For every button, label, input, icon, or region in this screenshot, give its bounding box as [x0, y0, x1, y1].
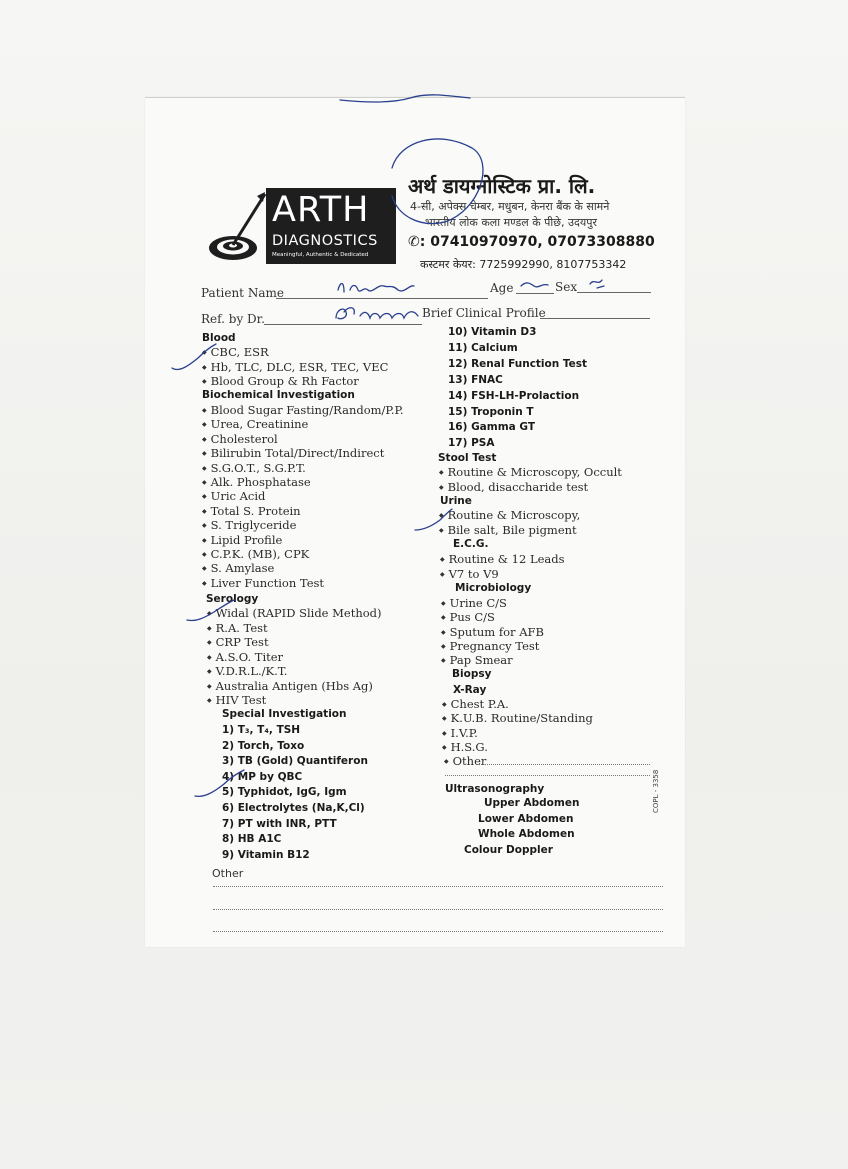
- special-investigation-item[interactable]: 13) FNAC: [448, 373, 503, 386]
- biochem-test-item[interactable]: ◆ Cholesterol: [202, 432, 278, 446]
- special-investigation-item[interactable]: 5) Typhidot, IgG, Igm: [222, 786, 347, 799]
- special-investigation-item[interactable]: 15) Troponin T: [448, 405, 534, 418]
- biochem-test-item[interactable]: ◆ S. Triglyceride: [202, 518, 296, 532]
- clinical-profile-field[interactable]: [540, 318, 650, 319]
- serology-test-item[interactable]: ◆ V.D.R.L./K.T.: [207, 664, 287, 678]
- biochem-test-item[interactable]: ◆ C.P.K. (MB), CPK: [202, 547, 309, 561]
- xray-test-item[interactable]: ◆ I.V.P.: [442, 726, 478, 740]
- ecg-test-item[interactable]: ◆ V7 to V9: [440, 567, 499, 581]
- other-line-1[interactable]: [213, 886, 663, 887]
- logo-tagline: Meaningful, Authentic & Dedicated: [272, 252, 369, 258]
- special-investigation-item[interactable]: 16) Gamma GT: [448, 421, 535, 434]
- biochem-test-item[interactable]: ◆ Alk. Phosphatase: [202, 475, 311, 489]
- special-investigation-item[interactable]: 14) FSH-LH-Prolaction: [448, 389, 580, 402]
- phone-numbers: ✆: 07410970970, 07073308880: [408, 234, 655, 250]
- company-name-hindi: अर्थ डायग्नोस्टिक प्रा. लि.: [408, 174, 596, 198]
- urine-test-item[interactable]: ◆ Bile salt, Bile pigment: [439, 523, 577, 537]
- age-label: Age: [490, 281, 514, 295]
- special-investigation-item[interactable]: 17) PSA: [448, 437, 495, 450]
- section-xray: X-Ray: [453, 684, 487, 696]
- other-line-3[interactable]: [213, 931, 663, 932]
- blood-test-item[interactable]: ◆ CBC, ESR: [202, 345, 269, 359]
- section-special-investigation: Special Investigation: [222, 708, 347, 720]
- right-other-line-1[interactable]: [476, 764, 650, 765]
- serology-test-item[interactable]: ◆ CRP Test: [207, 635, 269, 649]
- special-investigation-item[interactable]: 6) Electrolytes (Na,K,Cl): [222, 802, 365, 814]
- serology-test-item[interactable]: ◆ R.A. Test: [207, 621, 268, 635]
- patient-name-label: Patient Name: [201, 286, 284, 300]
- xray-test-item[interactable]: ◆ H.S.G.: [442, 740, 488, 754]
- microbiology-test-item[interactable]: ◆ Pus C/S: [441, 610, 495, 624]
- section-ecg: E.C.G.: [453, 538, 489, 550]
- logo-word: ARTH: [272, 190, 370, 230]
- ref-dr-field[interactable]: [264, 324, 422, 325]
- blood-test-item[interactable]: ◆ Blood Group & Rh Factor: [202, 374, 359, 388]
- special-investigation-item[interactable]: 9) Vitamin B12: [222, 848, 310, 861]
- special-investigation-item[interactable]: 12) Renal Function Test: [448, 357, 588, 370]
- biochem-test-item[interactable]: ◆ Blood Sugar Fasting/Random/P.P.: [202, 403, 404, 417]
- biochem-test-item[interactable]: ◆ S. Amylase: [202, 561, 274, 575]
- customer-care: कस्टमर केयर: 7725992990, 8107753342: [420, 258, 627, 271]
- biochem-test-item[interactable]: ◆ Lipid Profile: [202, 533, 282, 547]
- ecg-test-item[interactable]: ◆ Routine & 12 Leads: [440, 552, 565, 566]
- special-investigation-item[interactable]: 7) PT with INR, PTT: [222, 817, 337, 830]
- serology-test-item[interactable]: ◆ Widal (RAPID Slide Method): [207, 606, 382, 620]
- special-investigation-item[interactable]: 1) T₃, T₄, TSH: [222, 724, 301, 736]
- ultrasonography-item[interactable]: Lower Abdomen: [478, 812, 574, 825]
- other-line-2[interactable]: [213, 909, 663, 910]
- serology-test-item[interactable]: ◆ HIV Test: [207, 693, 266, 707]
- serology-test-item[interactable]: ◆ Australia Antigen (Hbs Ag): [207, 679, 373, 693]
- biochem-test-item[interactable]: ◆ Bilirubin Total/Direct/Indirect: [202, 446, 384, 460]
- left-other-label: Other: [212, 867, 244, 880]
- form-code: COPL - 3358: [652, 769, 660, 813]
- age-field[interactable]: [516, 293, 554, 294]
- logo-subtitle: DIAGNOSTICS: [272, 233, 378, 249]
- special-investigation-item[interactable]: 10) Vitamin D3: [448, 326, 537, 338]
- xray-test-item[interactable]: ◆ Chest P.A.: [442, 697, 509, 711]
- right-other-line-2[interactable]: [445, 775, 650, 776]
- section-biochemical: Biochemical Investigation: [202, 389, 355, 401]
- biochem-test-item[interactable]: ◆ Urea, Creatinine: [202, 417, 308, 431]
- section-stool-test: Stool Test: [438, 452, 497, 464]
- ultrasonography-item[interactable]: Upper Abdomen: [484, 797, 580, 809]
- stool-test-item[interactable]: ◆ Routine & Microscopy, Occult: [439, 465, 622, 479]
- clinical-profile-label: Brief Clinical Profile: [422, 306, 546, 320]
- section-serology: Serology: [206, 593, 259, 605]
- special-investigation-item[interactable]: 2) Torch, Toxo: [222, 739, 305, 752]
- microbiology-test-item[interactable]: ◆ Sputum for AFB: [441, 625, 544, 639]
- urine-test-item[interactable]: ◆ Routine & Microscopy,: [439, 508, 580, 522]
- logo-box: [266, 188, 396, 264]
- right-other-label: ◆ Other: [444, 754, 486, 768]
- biochem-test-item[interactable]: ◆ Total S. Protein: [202, 504, 301, 518]
- section-blood: Blood: [202, 332, 236, 344]
- section-urine: Urine: [440, 495, 472, 507]
- section-biopsy: Biopsy: [452, 668, 492, 680]
- address-line-1: 4-सी, अपेक्स चेम्बर, मधुबन, केनरा बैंक के सामने: [410, 200, 610, 213]
- sex-label: Sex: [555, 280, 578, 294]
- ultrasonography-item[interactable]: Whole Abdomen: [478, 828, 575, 841]
- patient-name-field[interactable]: [276, 298, 488, 299]
- biochem-test-item[interactable]: ◆ Liver Function Test: [202, 576, 324, 590]
- special-investigation-item[interactable]: 4) MP by QBC: [222, 770, 303, 783]
- phone-icon: ✆: [408, 234, 420, 250]
- section-microbiology: Microbiology: [455, 582, 532, 594]
- ultrasonography-item[interactable]: Colour Doppler: [464, 844, 553, 857]
- section-ultrasonography: Ultrasonography: [445, 783, 545, 795]
- blood-test-item[interactable]: ◆ Hb, TLC, DLC, ESR, TEC, VEC: [202, 360, 388, 374]
- xray-test-item[interactable]: ◆ K.U.B. Routine/Standing: [442, 711, 593, 725]
- logo-target-icon: [205, 190, 267, 266]
- biochem-test-item[interactable]: ◆ Uric Acid: [202, 489, 265, 503]
- biochem-test-item[interactable]: ◆ S.G.O.T., S.G.P.T.: [202, 461, 306, 475]
- special-investigation-item[interactable]: 3) TB (Gold) Quantiferon: [222, 755, 368, 768]
- address-line-2: भारतीय लोक कला मण्डल के पीछे, उदयपुर: [425, 216, 597, 229]
- stool-test-item[interactable]: ◆ Blood, disaccharide test: [439, 480, 588, 494]
- special-investigation-item[interactable]: 8) HB A1C: [222, 833, 282, 846]
- serology-test-item[interactable]: ◆ A.S.O. Titer: [207, 650, 283, 664]
- microbiology-test-item[interactable]: ◆ Pregnancy Test: [441, 639, 539, 653]
- sex-field[interactable]: [577, 292, 651, 293]
- special-investigation-item[interactable]: 11) Calcium: [448, 341, 518, 354]
- ref-dr-label: Ref. by Dr.: [201, 312, 265, 326]
- microbiology-test-item[interactable]: ◆ Urine C/S: [441, 596, 507, 610]
- microbiology-test-item[interactable]: ◆ Pap Smear: [441, 653, 513, 667]
